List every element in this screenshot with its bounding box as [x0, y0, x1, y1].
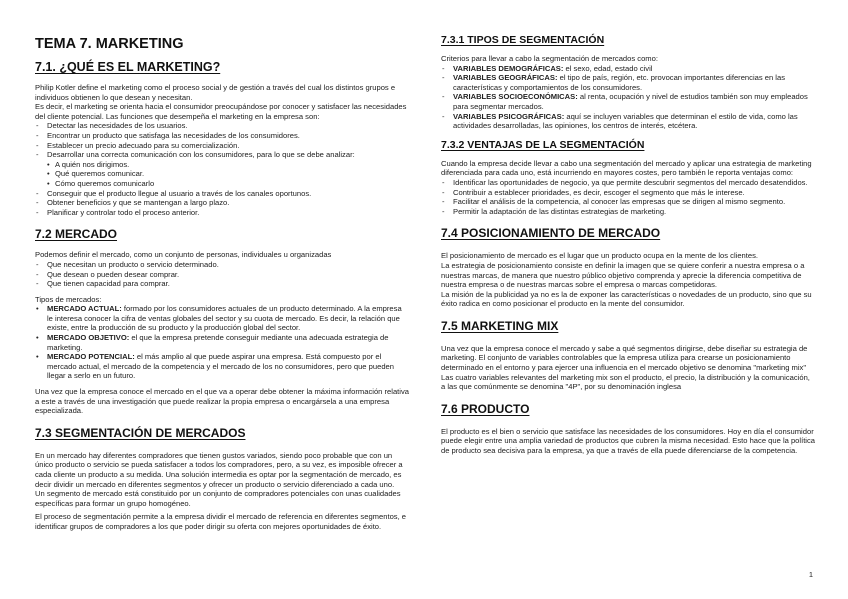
s74-paragraph-2: La estrategia de posicionamiento consiste en definir la imagen que se quiere conferir a nuestra empresa o a nuestras marcas, de manera que nuestro público objetivo comprenda y aprecie la diferencia competitiva de nuestra empresa o de nuestras marcas sobre el empresa o marcas competidoras. — [441, 260, 805, 290]
term-text: formado por los consumidores actuales de un producto determinado. A la empresa le interesa conocer la cifra de ventas globales del sector y su cuota de mercado. Es decir, la relación que existe, entre la producción de su producto y la producción global del sector. — [47, 304, 402, 333]
term-text: el que la empresa pretende conseguir mediante una adecuada estrategia de marketing. — [47, 333, 389, 352]
section-7-3-1-heading: 7.3.1 TIPOS DE SEGMENTACIÓN — [441, 34, 605, 46]
term-text: el sexo, edad, estado civil — [563, 63, 653, 73]
term-text: el más amplio al que puede aspirar una empresa. Está compuesto por el mercado actual, el mercado de la competencia y el mercado de los no consumidores, pero que pueden llegar a serlo en un futuro. — [47, 352, 394, 381]
term-label: MERCADO ACTUAL: — [47, 304, 122, 314]
sub-list-item: • A quién nos dirigimos. — [35, 160, 409, 170]
list-item: - Obtener beneficios y que se mantengan a largo plazo. — [35, 198, 409, 208]
s73-paragraph-2: Un segmento de mercado está constituido por un conjunto de compradores potenciales con unas cualidades específicas para formar un grupo homogéneo. — [35, 489, 401, 508]
list-item: - Facilitar el análisis de la competencia, al conocer las empresas que se dirigen al mismo segmento. — [441, 197, 816, 207]
segmentation-variables-list — [441, 64, 816, 131]
s75-paragraph-1: Una vez que la empresa conoce el mercado y sabe a qué segmentos dirigirse, debe diseñar su estrategia de marketing. El conjunto de variables controlables que la empresa utiliza para crearse un posicionamiento determinado en el entorno y para ejercer una influencia en el mercado objetivo se denomina "marketing mix" — [441, 343, 808, 373]
list-item — [441, 64, 816, 74]
list-item: - Desarrollar una correcta comunicación con los consumidores, para lo que se debe analizar: — [35, 150, 409, 160]
s74-paragraph-1: El posicionamiento de mercado es el lugar que un producto ocupa en la mente de los clientes. — [441, 251, 759, 261]
left-column — [35, 36, 409, 532]
term-label: VARIABLES GEOGRÁFICAS: — [453, 73, 558, 83]
list-item: - Encontrar un producto que satisfaga las necesidades de los consumidores. — [35, 131, 409, 141]
s732-paragraph-1: Cuando la empresa decide llevar a cabo una segmentación del mercado y aplicar una estrategia de marketing diferenciada para cada uno, está incurriendo en mayores costes, pero también le reporta ventajas como: — [441, 158, 812, 178]
list-item: - Que necesitan un producto o servicio determinado. — [35, 260, 409, 270]
term-label: VARIABLES SOCIOECONÓMICAS: — [453, 92, 578, 102]
sub-list-item: • Cómo queremos comunicarlo — [35, 179, 409, 189]
section-7-3-2-heading: 7.3.2 VENTAJAS DE LA SEGMENTACIÓN — [441, 138, 645, 151]
term-text: el tipo de país, región, etc. provocan importantes diferencias en las características y comportamientos de los consumidores. — [453, 73, 786, 92]
list-item — [35, 352, 409, 381]
list-item — [441, 73, 816, 92]
term-label: VARIABLES PSICOGRÁFICAS: — [453, 111, 565, 121]
list-item — [441, 112, 816, 131]
sub-list-item: • Qué queremos comunicar. — [35, 169, 409, 179]
list-item: - Detectar las necesidades de los usuarios. — [35, 121, 409, 131]
list-item: - Permitir la adaptación de las distintas estrategias de marketing. — [441, 207, 816, 217]
list-item: - Establecer un precio adecuado para su comercialización. — [35, 141, 409, 151]
section-7-3-heading: 7.3 SEGMENTACIÓN DE MERCADOS — [35, 425, 246, 440]
term-text: aquí se incluyen variables que determinan el estilo de vida, como las actividades desarrolladas, las opiniones, los centros de interés, etcétera. — [453, 111, 798, 131]
page-number: 1 — [808, 570, 813, 579]
list-item — [441, 92, 816, 111]
section-7-6-heading: 7.6 PRODUCTO — [441, 401, 530, 416]
list-item: - Que desean o pueden desear comprar. — [35, 270, 409, 280]
s73-paragraph-3: El proceso de segmentación permite a la empresa dividir el mercado de referencia en diferentes segmentos, e identificar grupos de compradores a los que poder dirigir su oferta con mejores oportunidades de éxito. — [35, 512, 407, 531]
list-item: - Identificar las oportunidades de negocio, ya que permite descubrir segmentos del mercado desatendidos. — [441, 178, 816, 188]
term-label: VARIABLES DEMOGRÁFICAS: — [453, 63, 564, 73]
s72-paragraph-2: Una vez que la empresa conoce el mercado en el que va a operar debe obtener la máxima información relativa a este a través de una investigación que puede realizar la propia empresa o encargársela a una empresa especializada. — [35, 387, 409, 416]
s731-paragraph-1: Criterios para llevar a cabo la segmentación de mercados como: — [441, 54, 658, 63]
document-title: TEMA 7. MARKETING — [35, 36, 184, 52]
section-7-1-heading: 7.1. ¿QUÉ ES EL MARKETING? — [35, 60, 221, 74]
list-item: - Que tienen capacidad para comprar. — [35, 279, 409, 289]
list-item — [35, 333, 409, 352]
s75-paragraph-2: Las cuatro variables relevantes del marketing mix son el producto, el precio, la distribución y la comunicación, a las que comúnmente se denomina "4P", por su denominación inglesa — [441, 372, 810, 392]
s74-paragraph-3: La misión de la publicidad ya no es la de exponer las características o novedades de un producto, sino que su éxito radica en como posicionar el producto en la mente del consumidor. — [441, 289, 812, 309]
s71-paragraph-1: Philip Kotler define el marketing como el proceso social y de gestión a través del cual los distintos grupos e individuos obtienen lo que desean y necesitan. — [35, 83, 396, 102]
section-7-4-heading: 7.4 POSICIONAMIENTO DE MERCADO — [441, 226, 661, 241]
s71-paragraph-2: Es decir, el marketing se orienta hacia el consumidor preocupándose por conocer y satisfacer las necesidades del cliente potencial. Las funciones que desempeña el marketing en la empresa son: — [35, 102, 407, 121]
section-7-5-heading: 7.5 MARKETING MIX — [441, 318, 559, 333]
market-types-label: Tipos de mercados: — [35, 294, 102, 304]
s76-paragraph-1: El producto es el bien o servicio que satisface las necesidades de los consumidores. Hoy en día el consumidor puede elegir entre una amplia variedad de productos que cubren la misma necesidad. Esto hace que la política de producto sea decisiva para la empresa, ya que a través de ella puede diferenciarse de la competencia. — [441, 426, 816, 456]
section-7-2-heading: 7.2 MERCADO — [35, 227, 118, 242]
list-item: - Conseguir que el producto llegue al usuario a través de los canales oportunos. — [35, 189, 409, 199]
s72-paragraph-1: Podemos definir el mercado, como un conjunto de personas, individuales u organizadas — [35, 250, 332, 260]
term-label: MERCADO POTENCIAL: — [47, 352, 135, 362]
list-item: - Planificar y controlar todo el proceso anterior. — [35, 208, 409, 218]
s73-paragraph-1: En un mercado hay diferentes compradores que tienen gustos variados, siendo poco probable que con un único producto o servicio se pueda satisfacer a todos los compradores, pero, a su vez, es imposible ofrecer a cada cliente un producto a su medida. Una solución intermedia es optar por la segmentación de mercado, es decir dividir un mercado en diferentes segmentos y ofrecer un producto o servicio diferenciado a cada uno. — [35, 450, 403, 489]
segmentation-advantages-list — [441, 178, 816, 216]
right-column — [441, 34, 816, 456]
list-item: - Contribuir a establecer prioridades, es decir, escoger el segmento que más le interese. — [441, 188, 816, 198]
s71-functions-list — [35, 121, 409, 217]
s72-market-list — [35, 260, 409, 289]
term-label: MERCADO OBJETIVO: — [47, 333, 130, 343]
term-text: al renta, ocupación y nivel de estudios también son muy empleados para segmentar mercados. — [453, 92, 808, 111]
market-types-list — [35, 304, 409, 381]
list-item — [35, 304, 409, 333]
